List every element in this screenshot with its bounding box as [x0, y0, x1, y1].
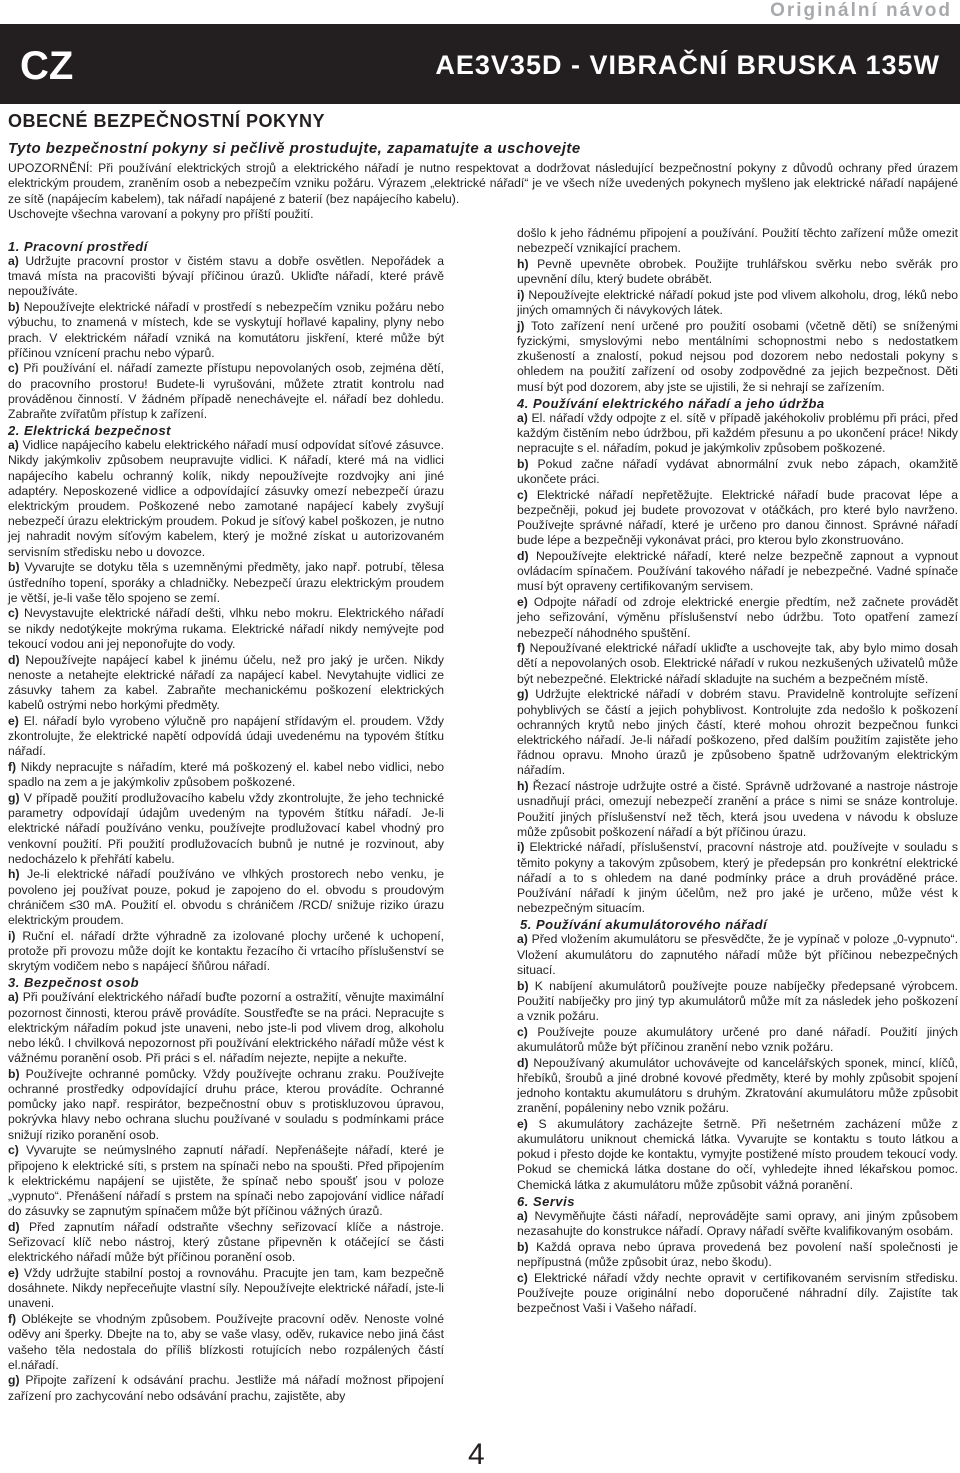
section-title: 6. Servis: [517, 1193, 575, 1209]
paragraph: b) Používejte ochranné pomůcky. Vždy používejte ochranu zraku. Používejte ochranné prostředky odpovídající druhu práce, kterou provádíte. Ochranné pomůcky jako např. respirátor, bezpečnostní obuv s protiskluzovou úpravou, pokrývka hlavy nebo ochrana sluchu používané v souladu s podmínkami práce snižují riziko poranění osob.: [8, 1066, 444, 1142]
paragraph: b) K nabíjení akumulátorů používejte pouze nabíječky předepsané výrobcem. Použití nabíječky pro jiný typ akumulátorů může mít za následek jeho poškození a vznik požáru.: [517, 978, 958, 1023]
paragraph: i) Nepoužívejte elektrické nářadí pokud jste pod vlivem alkoholu, drog, léků nebo jiných omamných či návykových látek.: [517, 287, 958, 318]
paragraph: a) El. nářadí vždy odpojte z el. sítě v případě jakéhokoliv problému při práci, před každým čistěním nebo údržbou, při každém přesunu a po ukončení práce! Nikdy nepracujte s el. nářadím, pokud je jakýmkoliv způsobem poškozené.: [517, 410, 958, 456]
paragraph: e) Odpojte nářadí od zdroje elektrické energie předtím, než začnete provádět jeho seřizování, výměnu příslušenství nebo údržbu. Toto opatření zamezí nebezpečí náhodného spuštění.: [517, 595, 958, 640]
section-title: 1. Pracovní prostředí: [8, 239, 148, 254]
paragraph: došlo k jeho řádnému připojení a používání. Použití těchto zařízení může omezit nebezpečí vznikající prachem.: [517, 226, 958, 256]
paragraph: i) Ruční el. nářadí držte výhradně za izolované plochy určené k uchopení, protože při provozu může dojít ke kontaktu řezacího či vrtacího příslušenství se skrytým vodičem nebo s napájecí šňůrou nářadí.: [8, 928, 444, 974]
section-title: 2. Elektrická bezpečnost: [8, 423, 172, 439]
section-subheading: Tyto bezpečnostní pokyny si pečlivě prostudujte, zapamatujte a uschovejte: [8, 140, 581, 157]
paragraph: d) Nepoužívejte elektrické nářadí, které nelze bezpečně zapnout a vypnout ovládacím spínačem. Používání takového nářadí je nebezpečné. Vadné spínače musí být opraveny certifikovaným servisem.: [517, 549, 958, 594]
paragraph: g) V případě použití prodlužovacího kabelu vždy zkontrolujte, že jeho technické parametry odpovídají údajům uvedeným na typovém štítku nářadí. Je-li elektrické nářadí používáno venku, používejte prodlužovací kabel vhodný pro venkovní použití. Při použití prodlužovacích bubnů je nutné je rozvinout, aby nedocházelo k přehřátí kabelu.: [8, 790, 445, 866]
paragraph: g) Připojte zařízení k odsávání prachu. Jestliže má nářadí možnost připojení zařízení pro zachycování nebo odsávání prachu, zajistěte, aby: [8, 1373, 445, 1403]
paragraph: a) Nevyměňujte části nářadí, neprovádějte sami opravy, ani jiným způsobem nezasahujte do konstrukce nářadí. Opravy nářadí svěřte kvalifikovaným osobám.: [517, 1208, 958, 1239]
section-title: 4. Používání elektrického nářadí a jeho údržba: [517, 395, 825, 411]
paragraph: b) Každá oprava nebo úprava provedená bez povolení naší společnosti je nepřípustná (může způsobit úraz, nebo škodu).: [517, 1239, 959, 1269]
paragraph: h) Řezací nástroje udržujte ostré a čisté. Správně udržované a nastroje nástroje usnadňují práci, omezují nebezpečí zranění a práce s nimi se snáze kontroluje. Použití jiných příslušenství než těch, která jsou uvedena v návodu k obsluze může způsobit poškození nářadí a být příčinou úrazu.: [517, 779, 958, 839]
paragraph: d) Před zapnutím nářadí odstraňte všechny seřizovací klíče a nástroje. Seřizovací klíč nebo nástroj, který zůstane připevněn k otáčející se části elektrického nářadí může být příčinou poranění osob.: [8, 1219, 444, 1265]
paragraph: a) Před vložením akumulátoru se přesvědčte, že je vypínač v poloze „0-vypnuto“. Vložení akumulátoru do zapnutého nářadí může být příčinou nebezpečných situací.: [517, 932, 958, 977]
paragraph: a) Udržujte pracovní prostor v čistém stavu a dobře osvětlen. Nepořádek a tmavá místa na pracovišti bývají příčinou úrazů. Ukliďte nářadí, které právě nepoužíváte.: [8, 254, 445, 299]
paragraph: c) Při používání el. nářadí zamezte přístupu nepovolaných osob, zejména dětí, do pracovního prostoru! Budete-li vyrušováni, můžete ztratit kontrolu nad prováděnou činností. V žádném případě nenechávejte el. nářadí bez dohledu. Zabraňte zvířatům přístup k zařízení.: [8, 361, 444, 422]
page-number: 4: [468, 1438, 485, 1471]
paragraph: c) Vyvarujte se neúmyslného zapnutí nářadí. Nepřenášejte nářadí, které je připojeno k elektrické síti, s prstem na spínači nebo na spoušti. Před připojením k elektrickému napájení se ujistěte, že spínač nebo spoušť jsou v poloze „vypnuto“. Přenášení nářadí s prstem na spínači nebo zapojování vidlice nářadí do zásuvky se zapnutým spínačem může být příčinou vážných úrazů.: [8, 1143, 444, 1219]
paragraph: c) Používejte pouze akumulátory určené pro dané nářadí. Použití jiných akumulátorů může být příčinou zranění nebo vznik požáru.: [517, 1024, 958, 1054]
paragraph: f) Nikdy nepracujte s nářadím, které má poškozený el. kabel nebo vidlici, nebo spadlo na zem a je jakýmkoliv způsobem poškozené.: [8, 760, 445, 790]
paragraph: d) Nepoužívejte napájecí kabel k jinému účelu, než pro jaký je určen. Nikdy nenoste a netahejte elektrické nářadí za napájecí kabel. Nevytahujte vidlici ze zásuvky tahem za kabel. Zabraňte mechanickému poškození elektrických kabelů ostrými nebo horkými předměty.: [8, 652, 444, 713]
paragraph: h) Je-li elektrické nářadí používáno ve vlhkých prostorech nebo venku, je povoleno jej používat pouze, pokud je zapojeno do el. obvodu s proudovým chráničem ≤30 mA. Použití el. obvodu s chráničem /RCD/ snižuje riziko úrazu elektrickým proudem.: [8, 867, 445, 928]
right-column: [517, 226, 958, 1317]
section-heading: OBECNÉ BEZPEČNOSTNÍ POKYNY: [8, 111, 326, 131]
paragraph: f) Oblékejte se vhodným způsobem. Používejte pracovní oděv. Nenoste volné oděvy ani šperky. Dbejte na to, aby se vaše vlasy, oděv, rukavice nebo jiná část vašeho těla nedostala do příliš blízkosti rotujících nebo rozpálených částí el.nářadí.: [8, 1312, 444, 1372]
intro-keep-note: Uschovejte všechna varovaní a pokyny pro příští použití.: [8, 206, 314, 221]
paragraph: c) Elektrické nářadí vždy nechte opravit v certifikovaném servisním středisku. Používejte pouze originální nebo doporučené náhradní díly. Zajistíte tak bezpečnost Vaši i Vašeho nářadí.: [517, 1270, 959, 1316]
paragraph: c) Elektrické nářadí nepřetěžujte. Elektrické nářadí bude pracovat lépe a bezpečněji, pokud jej budete provozovat v otáčkách, pro které bylo navrženo. Používejte správné nářadí, které je určeno pro danou činnost. Správné nářadí bude lépe a bezpečněji vykonávat práci, pro kterou bylo zkonstruováno.: [517, 487, 958, 548]
paragraph: e) S akumulátory zacházejte šetrně. Při nešetrném zacházení může z akumulátoru uniknout chemická látka. Vyvarujte se kontaktu s touto látkou a pokud i přesto dojde ke kontaktu, vymyjte postižené místo proudem tekoucí vody. Pokud se chemická látka dostane do očí, vyhledejte ihned lékařskou pomoc. Chemická látka z akumulátoru může způsobit vážná poranění.: [517, 1116, 958, 1192]
paragraph: a) Vidlice napájecího kabelu elektrického nářadí musí odpovídat síťové zásuvce. Nikdy jakýmkoliv způsobem neupravujte vidlici. K nářadí, které má na vidlici napájecího kabelu ochranný kolík, nikdy nepoužívejte rozdvojky ani jiné adaptéry. Neposkozené vidlice a odpovídající zásuvky omezí nebezpečí úrazu elektrickým proudem. Poškozené nebo zamotané napájecí kabely zvyšují nebezpečí úrazu elektrickým proudem. Pokud je síťový kabel poškozen, je nutno jej nahradit novým síťovým kabelem, který je možné získat u autorizovaném servisním středisku nebo u dovozce.: [8, 438, 444, 559]
paragraph: b) Pokud začne nářadí vydávat abnormální zvuk nebo zápach, okamžitě ukončete práci.: [517, 456, 958, 487]
section-title: 3. Bezpečnost osob: [8, 975, 140, 991]
paragraph: e) El. nářadí bylo vyrobeno výlučně pro napájení střídavým el. proudem. Vždy zkontrolujte, že elektrické napětí odpovídá údaji uvedenému na typovém štítku nářadí.: [8, 713, 444, 759]
paragraph: g) Udržujte elektrické nářadí v dobrém stavu. Pravidelně kontrolujte seřízení pohyblivých se částí a jejich pohyblivost. Kontrolujte zda nedošlo k poškození ochranných krytů nebo jiných částí, které mohou ohrozit bezpečnou funkci elektrického nářadí. Je-li nářadí poškozeno, před dalším použitím zajistěte jeho řádnou opravu. Mnoho úrazů je způsobeno špatně udržovaným elektrickým nářadím.: [517, 687, 958, 778]
paragraph: j) Toto zařízení není určené pro použití osobami (včetně dětí) se sníženými fyzickými, smyslovými nebo mentálními schopnostmi nebo s nedostatkem zkušeností a znalostí, pokud nejsou pod dozorem nebo nedostali pokyny s ohledem na použití zařízení od osoby zodpovědné za jejich bezpečnost. Děti musí být pod dozorem, aby jste se ujistili, že si nehrají se zařízením.: [517, 318, 958, 394]
paragraph: b) Vyvarujte se dotyku těla s uzemněnými předměty, jako např. potrubí, tělesa ústředního topení, sporáky a chladničky. Nebezpečí úrazu elektrickým proudem je větší, je-li vaše tělo spojeno se zemí.: [8, 560, 444, 605]
left-column: [8, 238, 444, 1404]
product-title: AE3V35D - VIBRAČNÍ BRUSKA 135W: [435, 50, 940, 80]
intro-warning: UPOZORNĚNÍ: Při používání elektrických strojů a elektrického nářadí je nutno respektovat a dodržovat následující bezpečnostní pokyny z důvodů ochrany před úrazem elektrickým proudem, zraněním osob a nebezpečím vzniku požáru. Výrazem „elektrické nářadí“ je ve všech níže uvedených pokynech myšleno jak elektrické nářadí napájené ze sítě (napájecím kabelem), tak nářadí napájené z baterií (bez napájecího kabelu).: [8, 161, 958, 206]
section-title: 5. Používání akumulátorového nářadí: [520, 917, 768, 933]
paragraph: b) Nepoužívejte elektrické nářadí v prostředí s nebezpečím vzniku požáru nebo výbuchu, to znamená v místech, kde se vyskytují hořlavé kapaliny, plyny nebo prach. V elektrickém nářadí vzniká na komutátoru jiskření, které může být příčinou vznícení prachu nebo výparů.: [8, 300, 444, 360]
language-code: CZ: [20, 44, 74, 88]
paragraph: h) Pevně upevněte obrobek. Použijte truhlářskou svěrku nebo svěrák pro upevnění dílu, který budete obrábět.: [517, 256, 958, 287]
paragraph: i) Elektrické nářadí, příslušenství, pracovní nástroje atd. používejte v souladu s těmito pokyny a takovým způsobem, který je předepsán pro konkrétní elektrické nářadí a to s ohledem na dané podmínky práce a druh prováděné práce. Používání nářadí k jiným účelům, než pro jaké je určeno, může vést k nebezpečným situacím.: [517, 840, 958, 916]
paragraph: c) Nevystavujte elektrické nářadí dešti, vlhku nebo mokru. Elektrického nářadí se nikdy nedotýkejte mokrýma rukama. Elektrické nářadí nikdy nemývejte pod tekoucí vodou ani jej neponořujte do vody.: [8, 606, 444, 651]
original-manual-label: Originální návod: [770, 0, 952, 21]
paragraph: a) Při používání elektrického nářadí buďte pozorní a ostražití, věnujte maximální pozornost činnosti, kterou právě provádíte. Soustřeďte se na práci. Nepracujte s elektrickým nářadím pokud jste unaveni, nebo jste-li pod vlivem drog, alkoholu nebo léků. I chvilková nepozornost při používání elektrického nářadí může vést k vážnému poranění osob. Při práci s el. nářadím nejezte, nepijte a nekuřte.: [8, 990, 445, 1066]
intro-paragraph: [8, 161, 958, 222]
paragraph: d) Nepoužívaný akumulátor uchovávejte od kancelářských sponek, mincí, klíčů, hřebíků, šroubů a jiné drobné kovové předměty, které by mohly způsobit spojení jednoho kontaktu akumulátoru s druhým. Zkratování akumulátoru může způsobit zranění, popáleniny nebo vznik požáru.: [517, 1055, 958, 1116]
paragraph: e) Vždy udržujte stabilní postoj a rovnováhu. Pracujte jen tam, kam bezpečně dosáhnete. Nikdy nepřeceňujte vlastní síly. Nepoužívejte elektrické nářadí, jste-li unaveni.: [8, 1266, 444, 1311]
paragraph: f) Nepoužívané elektrické nářadí ukliďte a uschovejte tak, aby bylo mimo dosah dětí a nepovolaných osob. Elektrické nářadí v rukou nezkušených uživatelů může být nebezpečné. Elektrické nářadí skladujte na suchém a bezpečném místě.: [517, 641, 958, 686]
